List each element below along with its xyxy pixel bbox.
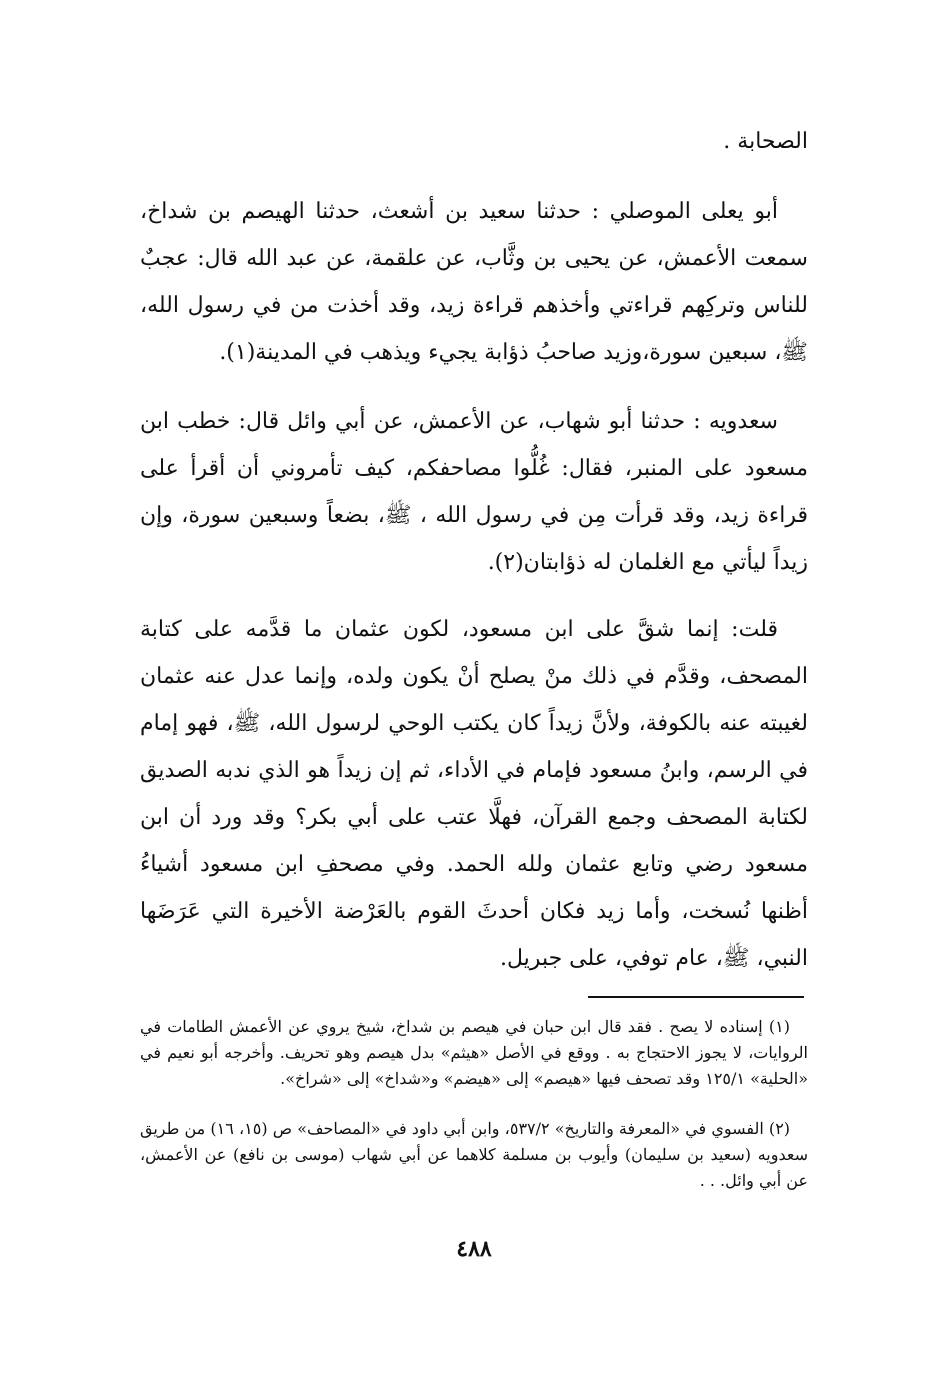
page-number: ٤٨٨ [456, 1236, 492, 1262]
footnote-2: (٢) الفسوي في «المعرفة والتاريخ» ٥٣٧/٢، وابن أبي داود في «المصاحف» ص (١٥، ١٦) من طريق سعدويه (سعيد بن سليمان) وأيوب بن مسلمة كلاهما عن أبي شهاب (موسى بن نافع) عن الأعمش، عن أبي وائل. . . [140, 1119, 808, 1190]
footnote-1: (١) إسناده لا يصح . فقد قال ابن حبان في هيصم بن شداخ، شيخ يروي عن الأعمش الطامات في الروايات، لا يجوز الاحتجاج به . ووقع في الأصل «هيثم» بدل هيصم وهو تحريف. وأخرجه أبو نعيم في «الحلية» ١٢٥/١ وقد تصحف فيها «هيصم» إلى «هيضم» و«شداخ» إلى «شراخ». [140, 1017, 808, 1088]
paragraph-abu-yala: أبو يعلى الموصلي : حدثنا سعيد بن أشعث، حدثنا الهيصم بن شداخ، سمعت الأعمش، عن يحيى بن وثَّاب، عن علقمة، عن عبد الله قال: عجبٌ للناس وتركِهم قراءتي وأخذهم قراءة زيد، وقد أخذت من في رسول الله، ﷺ، سبعين سورة،وزيد صاحبُ ذؤابة يجيء ويذهب في المدينة(١). [140, 199, 808, 365]
paragraph-sadawayh: سعدويه : حدثنا أبو شهاب، عن الأعمش، عن أبي وائل قال: خطب ابن مسعود على المنبر، فقال: غُلُّوا مصاحفكم، كيف تأمروني أن أقرأ على قراءة زيد، وقد قرأت مِن في رسول الله ، ﷺ، بضعاً وسبعين سورة، وإن زيداً ليأتي مع الغلمان له ذؤابتان(٢). [140, 409, 808, 575]
paragraph-commentary: قلت: إنما شقَّ على ابن مسعود، لكون عثمان ما قدَّمه على كتابة المصحف، وقدَّم في ذلك منْ يصلح أنْ يكون ولده، وإنما عدل عنه عثمان لغيبته عنه بالكوفة، ولأنَّ زيداً كان يكتب الوحي لرسول الله، ﷺ، فهو إمام في الرسم، وابنُ مسعود فإمام في الأداء، ثم إن زيداً هو الذي ندبه الصديق لكتابة المصحف وجمع القرآن، فهلَّا عتب على أبي بكر؟ وقد ورد أن ابن مسعود رضي وتابع عثمان ولله الحمد. وفي مصحفِ ابن مسعود أشياءُ أظنها نُسخت، وأما زيد فكان أحدثَ القوم بالعَرْضة الأخيرة التي عَرَضَها النبي، ﷺ، عام توفي، على جبريل. [140, 617, 808, 971]
footnote-divider [588, 996, 804, 998]
paragraph-continuation: الصحابة . [723, 129, 808, 154]
